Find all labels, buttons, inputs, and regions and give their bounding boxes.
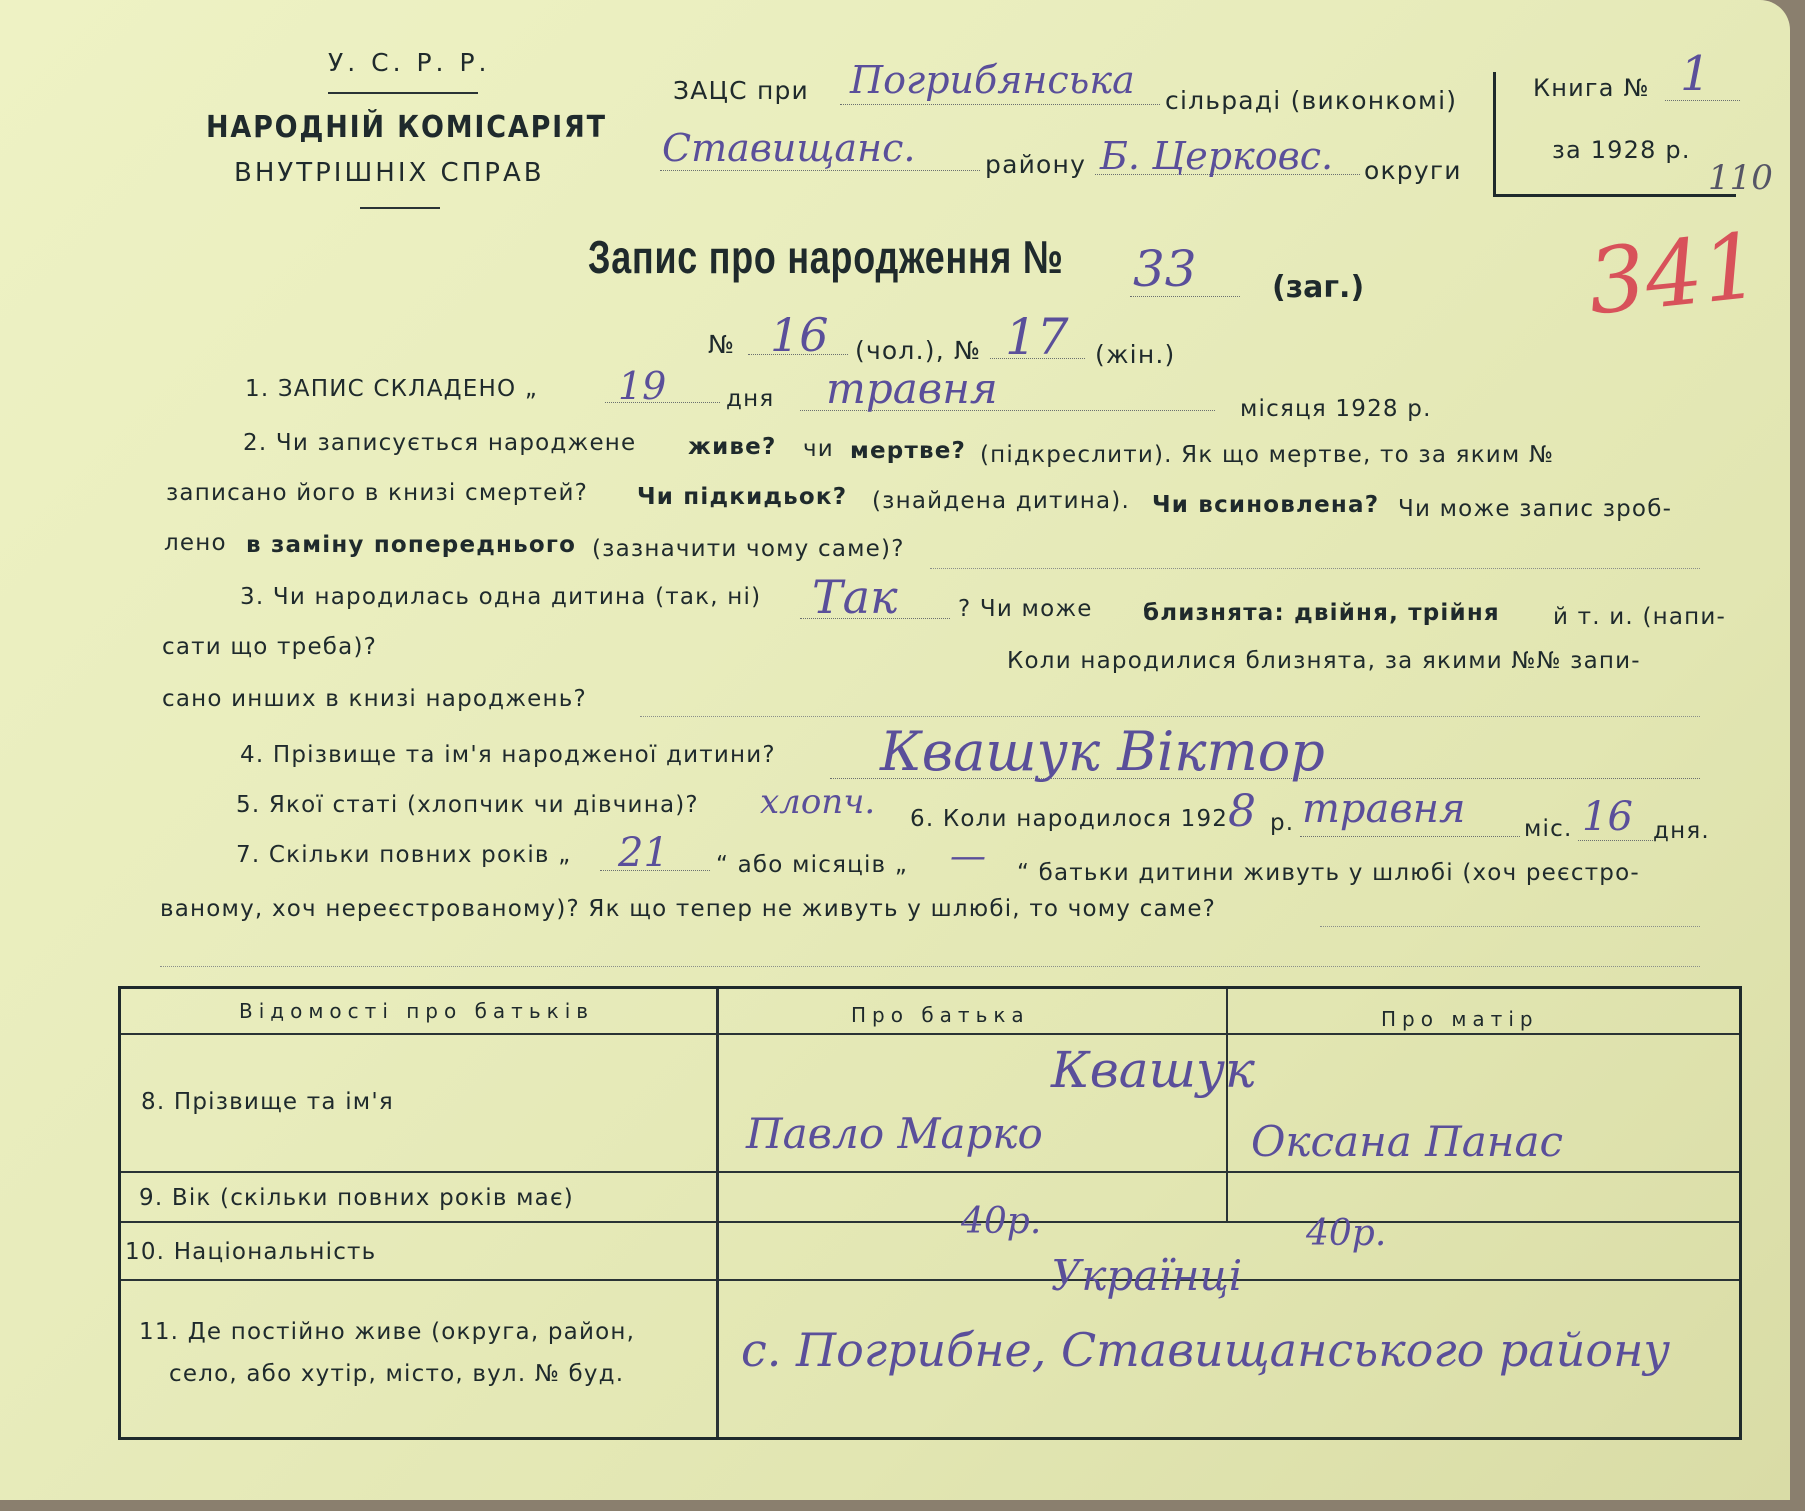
district-label: району — [985, 150, 1087, 179]
row9-label: 9. Вік (скільки повних років має) — [139, 1185, 574, 1211]
record-title: Запис про народження № — [588, 231, 1064, 283]
q7-answer-line-2 — [160, 966, 1700, 967]
q3-b: ? Чи може — [958, 596, 1093, 622]
book-pencil-number: 110 — [1708, 158, 1773, 198]
q2-line2-a: записано його в книзі смертей? — [166, 480, 589, 506]
male-label: (чол.), № — [855, 336, 982, 365]
q1-day-value: 19 — [618, 364, 667, 408]
book-year: за 1928 р. — [1552, 136, 1691, 164]
q3-twins: близнята: двійня, трійня — [1143, 600, 1500, 626]
book-label: Книга № — [1533, 74, 1650, 102]
row11-label-2: село, або хутір, місто, вул. № буд. — [169, 1361, 625, 1387]
q3-a: 3. Чи народилась одна дитина (так, ні) — [240, 584, 762, 610]
q3-d: й т. и. (напи- — [1553, 604, 1727, 630]
table-row9-line — [121, 1221, 1739, 1223]
row10-value: Українці — [1051, 1251, 1243, 1300]
table-col3-header: Про матір — [1381, 1007, 1539, 1031]
q1-end: місяця 1928 р. — [1240, 396, 1432, 422]
zags-suffix: сільраді (виконкомі) — [1165, 86, 1458, 115]
row8-father: Павло Марко — [746, 1109, 1043, 1158]
commissariat-label: НАРОДНІЙ КОМІСАРІЯТ — [206, 110, 607, 145]
district-line — [660, 170, 980, 171]
q3-value: Так — [812, 570, 898, 624]
q6-year-value: 8 — [1228, 786, 1256, 837]
okrug-label: округи — [1364, 156, 1462, 185]
q1-mid: дня — [726, 386, 775, 412]
female-label: (жін.) — [1095, 340, 1176, 369]
okrug-value: Б. Церковс. — [1100, 134, 1334, 178]
row11-value: с. Погрибне, Ставищанського району — [741, 1323, 1671, 1377]
book-value: 1 — [1680, 46, 1711, 102]
q5-label: 5. Якої статі (хлопчик чи дівчина)? — [236, 792, 699, 818]
row9-mother: 40р. — [1306, 1213, 1387, 1254]
q2-alive: живе? — [688, 434, 777, 460]
q2-replacement: в заміну попереднього — [246, 532, 577, 558]
row11-label-1: 11. Де постійно живе (округа, район, — [139, 1319, 636, 1345]
q7-years-value: 21 — [618, 830, 669, 876]
q7-answer-line — [1320, 926, 1700, 927]
q6-month-value: травня — [1302, 786, 1466, 832]
q5-value: хлопч. — [760, 782, 876, 822]
q4-value: Квашук Віктор — [880, 720, 1325, 783]
dept-label: ВНУТРІШНІХ СПРАВ — [234, 158, 545, 188]
female-no-value: 17 — [1005, 308, 1069, 366]
q2-a: 2. Чи записується народжене — [243, 430, 637, 456]
q7-a: 7. Скільки повних років „ — [236, 842, 572, 868]
q2-adopted: Чи всиновлена? — [1152, 492, 1380, 518]
q2-line2-e: Чи може запис зроб- — [1398, 496, 1673, 522]
q6-mis: міс. — [1524, 816, 1573, 842]
row10-label: 10. Національність — [125, 1239, 377, 1265]
q7-line2: ваному, хоч нереєстрованому)? Як що тепер не живуть у шлюбі, то чому саме? — [160, 896, 1217, 922]
zags-village-line — [840, 104, 1160, 105]
q3-line3: сано инших в книзі народжень? — [162, 686, 587, 712]
row8-label: 8. Прізвище та ім'я — [141, 1089, 394, 1115]
q6-day-line — [1578, 840, 1653, 841]
zags-prefix: ЗАЦС при — [673, 76, 810, 105]
q6-month-line — [1300, 836, 1520, 837]
q2-or: чи — [803, 436, 834, 462]
q4-label: 4. Прізвище та ім'я народженої дитини? — [240, 742, 776, 768]
table-row8-line — [121, 1171, 1739, 1173]
q2-line2-c: (знайдена дитина). — [872, 488, 1130, 514]
q2-foundling: Чи підкидьок? — [637, 484, 848, 510]
header-divider-top — [328, 92, 478, 94]
table-col-divider-1 — [716, 989, 719, 1437]
row8-mother: Оксана Панас — [1251, 1117, 1564, 1166]
q6-day-value: 16 — [1582, 794, 1633, 840]
q1-month-value: травня — [826, 364, 998, 413]
q7-b: “ або місяців „ — [716, 852, 908, 878]
record-suffix: (заг.) — [1272, 270, 1365, 305]
q2-e: (підкреслити). Як що мертве, то за яким № — [980, 442, 1555, 468]
table-col1-header: Відомості про батьків — [239, 999, 595, 1023]
q1-label: 1. ЗАПИС СКЛАДЕНО „ — [245, 376, 538, 402]
parents-table — [118, 986, 1742, 1440]
row8-surname: Квашук — [1051, 1041, 1255, 1099]
q3-line2-b: Коли народилися близнята, за якими №№ запи- — [1007, 648, 1641, 674]
q3-line2-a: сати що треба)? — [162, 634, 378, 660]
header-divider-bottom — [360, 207, 440, 209]
record-number-value: 33 — [1133, 240, 1197, 298]
q7-c: “ батьки дитини живуть у шлюбі (хоч реєстро- — [1017, 860, 1640, 886]
male-no-label: № — [708, 330, 736, 359]
q6-mid: р. — [1270, 810, 1295, 836]
q7-months-value: — — [950, 836, 986, 877]
table-col2-header: Про батька — [851, 1003, 1030, 1027]
red-annotation-number: 341 — [1582, 213, 1765, 336]
q3-answer-line — [640, 716, 1700, 717]
zags-village-value: Погрибянська — [850, 58, 1135, 102]
table-row10-line — [121, 1279, 1739, 1281]
q6-label: 6. Коли народилося 192 — [910, 806, 1229, 832]
q2-answer-line — [930, 568, 1700, 569]
q2-line3-a: лено — [164, 530, 227, 556]
q6-end: дня. — [1653, 818, 1710, 844]
male-no-value: 16 — [770, 308, 829, 362]
table-header-line — [121, 1033, 1739, 1035]
q2-line3-c: (зазначити чому саме)? — [592, 536, 905, 562]
district-value: Ставищанс. — [662, 126, 916, 170]
ussr-label: У. С. Р. Р. — [328, 48, 491, 77]
row9-father: 40р. — [961, 1201, 1042, 1242]
table-col-divider-2 — [1226, 989, 1228, 1221]
q2-dead: мертве? — [850, 438, 967, 464]
